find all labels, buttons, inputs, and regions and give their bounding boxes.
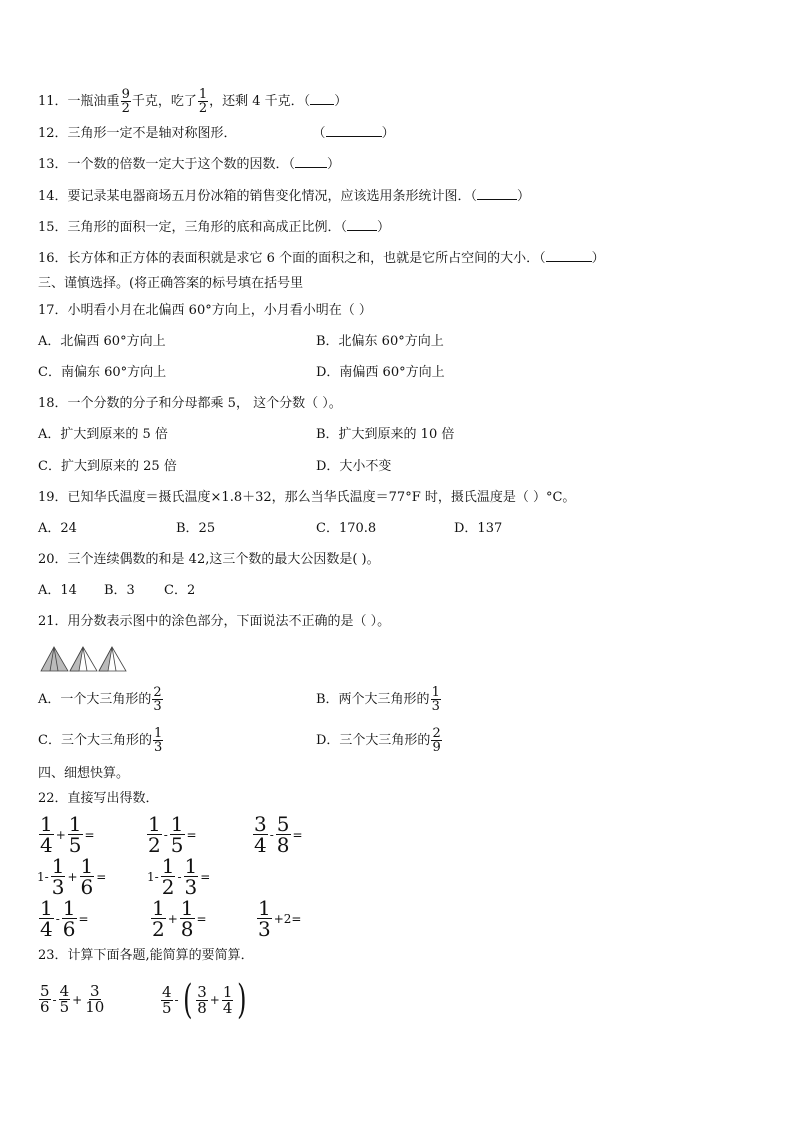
question-16: 16．长方体和正方体的表面积就是求它 6 个面的面积之和，也就是它所占空间的大小．（ ）	[38, 251, 605, 266]
calc-item: $\frac{1}{4}$ - $\frac{1}{6}$ =	[40, 896, 89, 941]
answer-blank[interactable]	[295, 156, 327, 168]
calc-item: 1- $\frac{1}{2}$ - $\frac{1}{3}$ =	[147, 854, 211, 899]
question-13: 13．一个数的倍数一定大于这个数的因数．（ ）	[38, 157, 341, 172]
calc-expression-1: $\frac{5}{6}$ - $\frac{4}{5}$ + $\frac{3}{10}$	[40, 982, 105, 1016]
question-19: 19．已知华氏温度＝摄氏温度×1.8＋32，那么当华氏温度＝77°F 时，摄氏温度是（ ）°C。	[38, 490, 576, 505]
question-15: 15．三角形的面积一定，三角形的底和高成正比例．（ ）	[38, 220, 391, 235]
question-18: 18．一个分数的分子和分母都乘 5， 这个分数（ ）。	[38, 396, 342, 411]
fraction: $\frac{1}{2}$	[198, 87, 208, 116]
calc-item: $\frac{3}{4}$ - $\frac{5}{8}$ =	[254, 812, 303, 857]
option-b[interactable]: B．两个大三角形的 $\frac{1}{3}$	[316, 685, 440, 714]
calc-expression-2: $\frac{4}{5}$ - ( $\frac{3}{8}$ + $\frac{1}{4}$ )	[162, 977, 247, 1023]
answer-blank[interactable]	[477, 188, 517, 200]
option-a[interactable]: A．扩大到原来的 5 倍	[38, 427, 168, 442]
question-23: 23．计算下面各题,能简算的要简算．	[38, 948, 254, 963]
calc-item: $\frac{1}{2}$ + $\frac{1}{8}$ =	[152, 896, 207, 941]
fraction: $\frac{9}{2}$	[121, 87, 130, 116]
option-d[interactable]: D．137	[454, 521, 503, 536]
question-11: 11．一瓶油重 $\frac{9}{2}$ 千克，吃了 $\frac{1}{2}$ ，还剩 4 千克．（ ）	[38, 87, 348, 116]
option-b[interactable]: B．扩大到原来的 10 倍	[316, 427, 455, 442]
option-b[interactable]: B．3	[104, 583, 135, 598]
option-b[interactable]: B．25	[176, 521, 216, 536]
option-c[interactable]: C．扩大到原来的 25 倍	[38, 459, 177, 474]
calc-item: 1- $\frac{1}{3}$ + $\frac{1}{6}$ =	[37, 854, 107, 899]
option-a[interactable]: A．14	[38, 583, 77, 598]
option-d[interactable]: D．三个大三角形的 $\frac{2}{9}$	[316, 726, 441, 755]
question-17: 17．小明看小月在北偏西 60°方向上，小月看小明在（ ）	[38, 303, 372, 318]
triangle-1	[41, 647, 68, 671]
option-a[interactable]: A．北偏西 60°方向上	[38, 334, 166, 349]
option-c[interactable]: C．170.8	[316, 521, 377, 536]
calc-item: $\frac{1}{4}$ + $\frac{1}{5}$ =	[40, 812, 95, 857]
answer-blank[interactable]	[546, 250, 592, 262]
option-d[interactable]: D．南偏西 60°方向上	[316, 365, 445, 380]
option-b[interactable]: B．北偏东 60°方向上	[316, 334, 444, 349]
triangle-2	[70, 647, 97, 671]
answer-blank[interactable]	[310, 93, 334, 105]
section-heading-4: 四、细想快算。	[38, 766, 130, 781]
option-c[interactable]: C．南偏东 60°方向上	[38, 365, 167, 380]
section-heading-3: 三、谨慎选择。(将正确答案的标号填在括号里	[38, 276, 304, 291]
option-a[interactable]: A．24	[38, 521, 77, 536]
calc-item: $\frac{1}{3}$ +2=	[258, 896, 302, 941]
question-14: 14．要记录某电器商场五月份冰箱的销售变化情况，应该选用条形统计图．（ ）	[38, 189, 531, 204]
question-12: 12．三角形一定不是轴对称图形． （ ）	[38, 126, 395, 141]
option-c[interactable]: C．2	[164, 583, 196, 598]
option-c[interactable]: C．三个大三角形的 $\frac{1}{3}$	[38, 726, 163, 755]
answer-blank[interactable]	[326, 125, 382, 137]
question-21: 21．用分数表示图中的涂色部分，下面说法不正确的是（ ）。	[38, 614, 391, 629]
question-20: 20．三个连续偶数的和是 42,这三个数的最大公因数是( )。	[38, 552, 380, 567]
triangles-figure	[40, 646, 130, 672]
question-22: 22．直接写出得数．	[38, 791, 159, 806]
triangle-3	[99, 647, 126, 671]
option-d[interactable]: D．大小不变	[316, 459, 392, 474]
calc-item: $\frac{1}{2}$ - $\frac{1}{5}$ =	[148, 812, 197, 857]
answer-blank[interactable]	[347, 219, 377, 231]
option-a[interactable]: A．一个大三角形的 $\frac{2}{3}$	[38, 685, 162, 714]
